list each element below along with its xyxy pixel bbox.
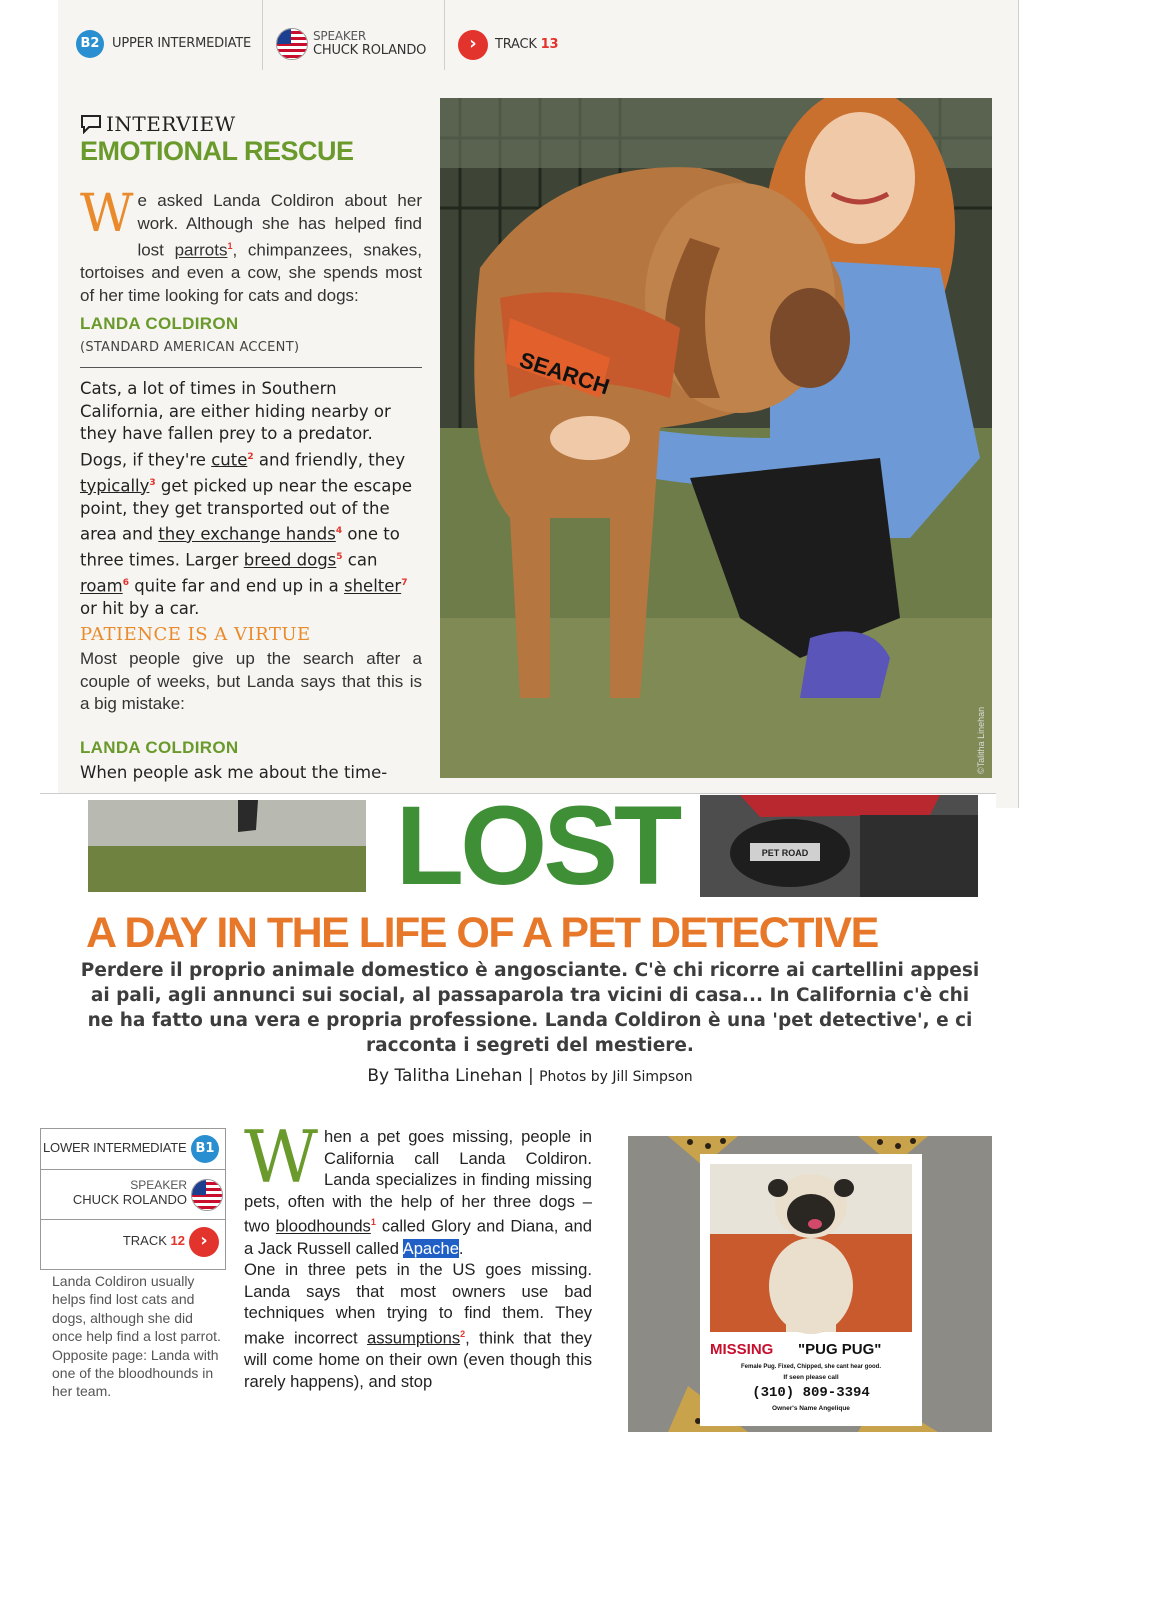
byline-photos: Photos by Jill Simpson [539,1069,693,1085]
divider-rule [80,367,422,368]
quote-text: get picked up near the escape point, they get transported out of the area and [80,476,413,544]
quote-text: Cats, a lot of times in Southern California, are either hiding nearby or they have fallen prey to a predator. Dogs, if they're [80,379,391,469]
track-label-text: TRACK [495,37,537,52]
glossary-number: 2 [460,1328,466,1339]
article-text: . [458,1238,464,1258]
speaker-label: SPEAKER [313,29,367,43]
track-play-icon[interactable]: › [189,1227,219,1257]
intro-text: , chimpanzees, snakes, tortoises and even a cow, she spends most of her time looking for cats and dogs: [80,240,422,305]
glossary-number: 4 [335,526,343,536]
poster-owner: Owner's Name Angelique [772,1405,850,1412]
glossary-term: roam [80,576,123,596]
speaker-heading: LANDA COLDIRON [80,738,239,757]
speaker-name: CHUCK ROLANDO [313,43,427,58]
track-number: 13 [540,37,559,52]
level-row [41,1129,225,1170]
speaker-row [41,1169,225,1220]
patience-paragraph: Most people give up the search after a couple of weeks, but Landa says that this is a big mistake: [80,649,422,713]
accent-note: (STANDARD AMERICAN ACCENT) [80,340,300,355]
track-row [41,1219,225,1269]
article-paragraph-1 [244,1115,592,1259]
vest-label: SEARCH [516,346,613,400]
header-divider [262,0,263,70]
poster-missing: MISSING [710,1341,774,1358]
glossary-term: breed dogs [243,550,337,570]
glossary-term: assumptions [366,1328,461,1348]
us-flag-icon [191,1179,223,1211]
poster-call-line: If seen please call [783,1374,839,1381]
missing-pug-poster-photo [628,1136,992,1432]
section-title: EMOTIONAL RESCUE [80,136,354,166]
photo-woman-with-bloodhound [440,98,992,778]
track-play-icon[interactable]: › [458,30,488,60]
article-text: One in three pets in the US goes missing. Landa says that most owners use bad techniques when trying to find them. They make incorrect [244,1260,592,1348]
subheading-patience: PATIENCE IS A VIRTUE [80,624,311,645]
italian-intro: Perdere il proprio animale domestico è angosciante. C'è chi ricorre ai cartellini appesi ai pali, agli annunci sui social, al passaparola tra vicini di casa... In California c'è chi ne ha fatto una vera e propria professione. Landa Coldiron è una 'pet detective', e ci racconta i segreti del mestiere. [80,960,980,1056]
interview-heading [80,112,236,136]
intro-text: e asked Landa Coldiron about her work. Although she has helped find lost [137,191,422,260]
glossary-number: 1 [370,1217,376,1228]
glossary-number: 2 [247,451,254,462]
level-label: LOWER INTERMEDIATE [43,1140,187,1155]
header-divider [444,0,445,70]
article-headline: A DAY IN THE LIFE OF A PET DETECTIVE [86,909,878,957]
byline-author: By Talitha Linehan [367,1066,523,1086]
track-label [495,37,558,52]
quote-text: or hit by a car. [80,599,200,618]
stroller-tag: PET ROAD [761,848,809,858]
us-flag-icon [276,28,308,60]
poster-description: Female Pug. Fixed, Chipped, she cant hear good. [740,1364,882,1370]
glossary-number: 7 [401,578,408,588]
article-text: hen a pet goes missing, people in California call Landa Coldiron. Landa specializes in finding missing pets, often with the help of her three dogs – two [244,1127,592,1236]
speaker-name: CHUCK ROLANDO [72,1192,187,1207]
glossary-term: shelter [343,576,402,596]
poster-pet-name: "PUG PUG" [798,1341,882,1358]
glossary-term: typically [80,476,150,495]
article-text: , think that they will come home on their own (even though this rarely happens), and stop [244,1328,592,1391]
photo-credit: ©Talitha Linehan [976,706,986,774]
quote-text: one to three times. Larger [80,524,400,570]
glossary-number: 6 [122,578,129,588]
glossary-term: bloodhounds [275,1216,371,1236]
banner-photo-grass [88,800,366,892]
intro-paragraph [80,184,422,307]
track-label-text: TRACK [122,1233,167,1248]
highlighted-word[interactable]: Apache [402,1238,459,1258]
quote-paragraph [80,378,422,621]
glossary-number: 1 [227,241,233,251]
speech-bubble-icon [80,114,102,134]
photo-caption: Landa Coldiron usually helps find lost cats and dogs, although she did once help find a lost parrot. Opposite page: Landa with one of the bloodhounds in her team. [52,1273,221,1400]
banner-photo-stroller [700,795,978,897]
drop-cap: W [80,184,134,244]
quote-text: can [342,550,378,570]
speaker-heading: LANDA COLDIRON [80,314,239,333]
article-body [244,1115,592,1392]
article-paragraph-2 [244,1259,592,1392]
quote-text: and friendly, they [253,450,406,469]
article-text: called Glory and Diana, and a Jack Russell called [244,1216,592,1258]
speaker-label: SPEAKER [130,1178,187,1192]
level-label: UPPER INTERMEDIATE [112,36,252,51]
glossary-number: 3 [149,477,156,488]
level-info-box [40,1128,226,1270]
poster-phone: (310) 809-3394 [752,1385,870,1401]
bloodhound-photo-illustration [440,98,992,778]
drop-cap: W [244,1115,319,1199]
byline: By Talitha Linehan | Photos by Jill Simpson [367,1066,693,1086]
glossary-term: parrots [174,240,228,260]
lost-heading: LOST [395,783,679,908]
glossary-number: 5 [336,552,343,562]
glossary-term: they exchange hands [158,524,336,544]
level-badge-b1: B1 [191,1135,219,1163]
interview-label-text: INTERVIEW [106,112,236,136]
track-label [123,1233,185,1248]
quote-text: quite far and end up in a [128,576,344,596]
track-number: 12 [170,1233,185,1248]
level-badge-b2: B2 [76,30,104,58]
glossary-term: cute [211,450,248,469]
cut-off-text: When people ask me about the time- [80,763,388,782]
